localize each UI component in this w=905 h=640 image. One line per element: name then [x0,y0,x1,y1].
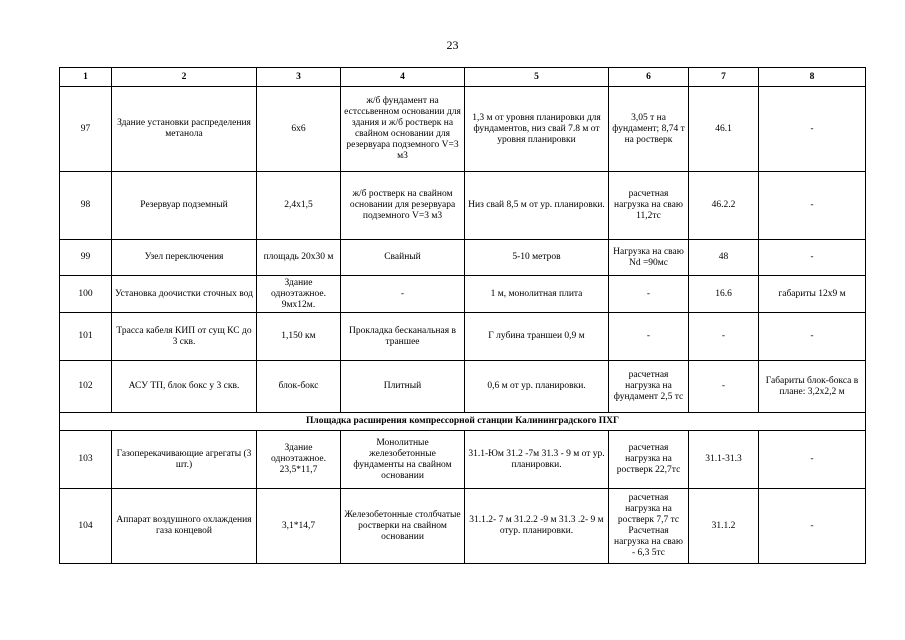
table-cell: 102 [60,361,112,413]
section-row [60,413,866,431]
table-cell: - [689,313,759,361]
table-cell: площадь 20х30 м [257,240,341,276]
table-cell: Газоперекачивающие агрегаты (3 шт.) [112,431,257,489]
table-cell: 1 м, монолитная плита [465,276,609,313]
table-cell: 98 [60,172,112,240]
table-cell: 104 [60,489,112,564]
table-cell: 1,150 км [257,313,341,361]
table-cell: Железобетонные столбчатые ростверки на свайном основании [341,489,465,564]
table-cell: - [609,276,689,313]
table-row [60,276,866,313]
table-row [60,313,866,361]
data-table [59,67,866,564]
table-row [60,172,866,240]
table-cell: габариты 12х9 м [759,276,866,313]
table-row [60,240,866,276]
table-cell: 97 [60,87,112,172]
table-cell: Узел переключения [112,240,257,276]
table-cell: - [759,431,866,489]
table-row [60,431,866,489]
header-cell: 6 [609,68,689,87]
table-cell: - [609,313,689,361]
table-cell: ж/б фундамент на естссьвенном основании для здания и ж/б ростверк на свайном основании для резервуара подземного V=3 м3 [341,87,465,172]
table-cell: Плитный [341,361,465,413]
header-cell: 7 [689,68,759,87]
table-cell: 16.6 [689,276,759,313]
table-cell: 0,6 м от ур. планировки. [465,361,609,413]
header-row [60,68,866,87]
table-cell: 48 [689,240,759,276]
table-cell: АСУ ТП, блок бокс у 3 скв. [112,361,257,413]
table-cell: Трасса кабеля КИП от сущ КС до 3 скв. [112,313,257,361]
table-cell: расчетная нагрузка на ростверк 7,7 тс Расчетная нагрузка на сваю - 6,3 5тс [609,489,689,564]
table-cell: 1,3 м от уровня планировки для фундаментов, низ свай 7.8 м от уровня планировки [465,87,609,172]
table-cell: Установка доочистки сточных вод [112,276,257,313]
table-cell: 3,1*14,7 [257,489,341,564]
table-row [60,489,866,564]
table-cell: расчетная нагрузка на сваю 11,2тс [609,172,689,240]
header-cell: 1 [60,68,112,87]
table-cell: - [759,87,866,172]
table-cell: 6x6 [257,87,341,172]
table-cell: расчетная нагрузка на фундамент 2,5 тс [609,361,689,413]
table-cell: - [759,240,866,276]
table-cell: блок-бокс [257,361,341,413]
table-row [60,361,866,413]
table-cell: расчетная нагрузка на ростверк 22,7тс [609,431,689,489]
table-body-lower [60,431,866,564]
table-cell: 3,05 т на фундамент; 8,74 т на ростверк [609,87,689,172]
table-cell: 103 [60,431,112,489]
table-cell: Монолитные железобетонные фундаменты на свайном основании [341,431,465,489]
page-number: 23 [446,38,459,52]
header-cell: 4 [341,68,465,87]
header-cell: 3 [257,68,341,87]
table-cell: 31.1.2- 7 м 31.2.2 -9 м 31.3 .2- 9 м отур. планировки. [465,489,609,564]
table-cell: Резервуар подземный [112,172,257,240]
header-cell: 2 [112,68,257,87]
table-cell: 46.2.2 [689,172,759,240]
header-cell: 8 [759,68,866,87]
table-row [60,87,866,172]
table-cell: Аппарат воздушного охлаждения газа концевой [112,489,257,564]
table-cell: Свайный [341,240,465,276]
table-cell: - [689,361,759,413]
table-cell: ж/б ростверк на свайном основании для резервуара подземного V=3 м3 [341,172,465,240]
table-cell: Здание установки распределения метанола [112,87,257,172]
table-cell: - [759,313,866,361]
table-cell: Здание одноэтажное. 9мх12м. [257,276,341,313]
table-cell: Г лубина траншеи 0,9 м [465,313,609,361]
table-cell: 100 [60,276,112,313]
table-cell: 31.1-31.3 [689,431,759,489]
table-cell: - [759,172,866,240]
table-cell: - [341,276,465,313]
table-cell: Габариты блок-бокса в плане: 3,2х2,2 м [759,361,866,413]
table-cell: 46.1 [689,87,759,172]
table-cell: 31.1-Юм 31.2 -7м 31.3 - 9 м от ур. планировки. [465,431,609,489]
table-cell: Нагрузка на сваю Nd =90мс [609,240,689,276]
table-cell: 31.1.2 [689,489,759,564]
table-cell: Низ свай 8,5 м от ур. планировки. [465,172,609,240]
table-cell: Прокладка бесканальная в траншее [341,313,465,361]
section-title: Площадка расширения компрессорной станции Калининградского ПХГ [60,413,866,431]
table-cell: 2,4x1,5 [257,172,341,240]
table-cell: 101 [60,313,112,361]
table-cell: Здание одноэтажное. 23,5*11,7 [257,431,341,489]
table-body-upper [60,87,866,413]
header-cell: 5 [465,68,609,87]
table-cell: 5-10 метров [465,240,609,276]
table-cell: 99 [60,240,112,276]
table-cell: - [759,489,866,564]
